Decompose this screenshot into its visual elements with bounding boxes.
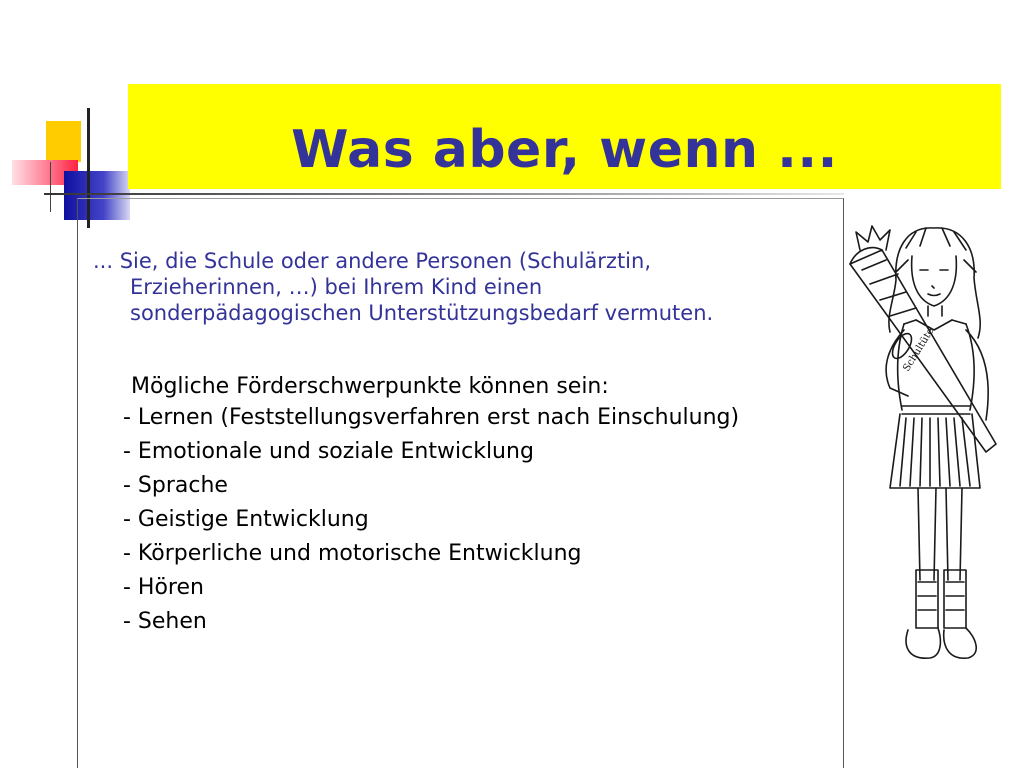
girl-with-school-cone-illustration — [846, 220, 1024, 690]
intro-line: ... Sie, die Schule oder andere Personen (Schulärztin, — [93, 249, 651, 273]
support-areas-list — [123, 404, 739, 642]
decor-vertical-line-thin — [50, 162, 51, 212]
list-item: - Hören — [123, 575, 204, 600]
decor-yellow-square — [46, 121, 81, 162]
intro-line: sonderpädagogischen Unterstützungsbedarf vermuten. — [130, 301, 714, 325]
list-item: - Emotionale und soziale Entwicklung — [123, 439, 534, 464]
list-item: - Geistige Entwicklung — [123, 507, 369, 532]
list-item: - Sprache — [123, 473, 228, 498]
list-item: - Körperliche und motorische Entwicklung — [123, 541, 582, 566]
cone-label: Schultüte — [901, 326, 937, 374]
intro-paragraph — [93, 248, 823, 326]
slide-title: Was aber, wenn ... — [291, 120, 838, 180]
list-item: - Sehen — [123, 609, 207, 634]
decor-horizontal-line — [44, 193, 844, 195]
intro-line: Erzieherinnen, …) bei Ihrem Kind einen — [130, 275, 543, 299]
subheading: Mögliche Förderschwerpunkte können sein: — [131, 374, 609, 399]
list-item: - Lernen (Feststellungsverfahren erst nach Einschulung) — [123, 405, 740, 430]
